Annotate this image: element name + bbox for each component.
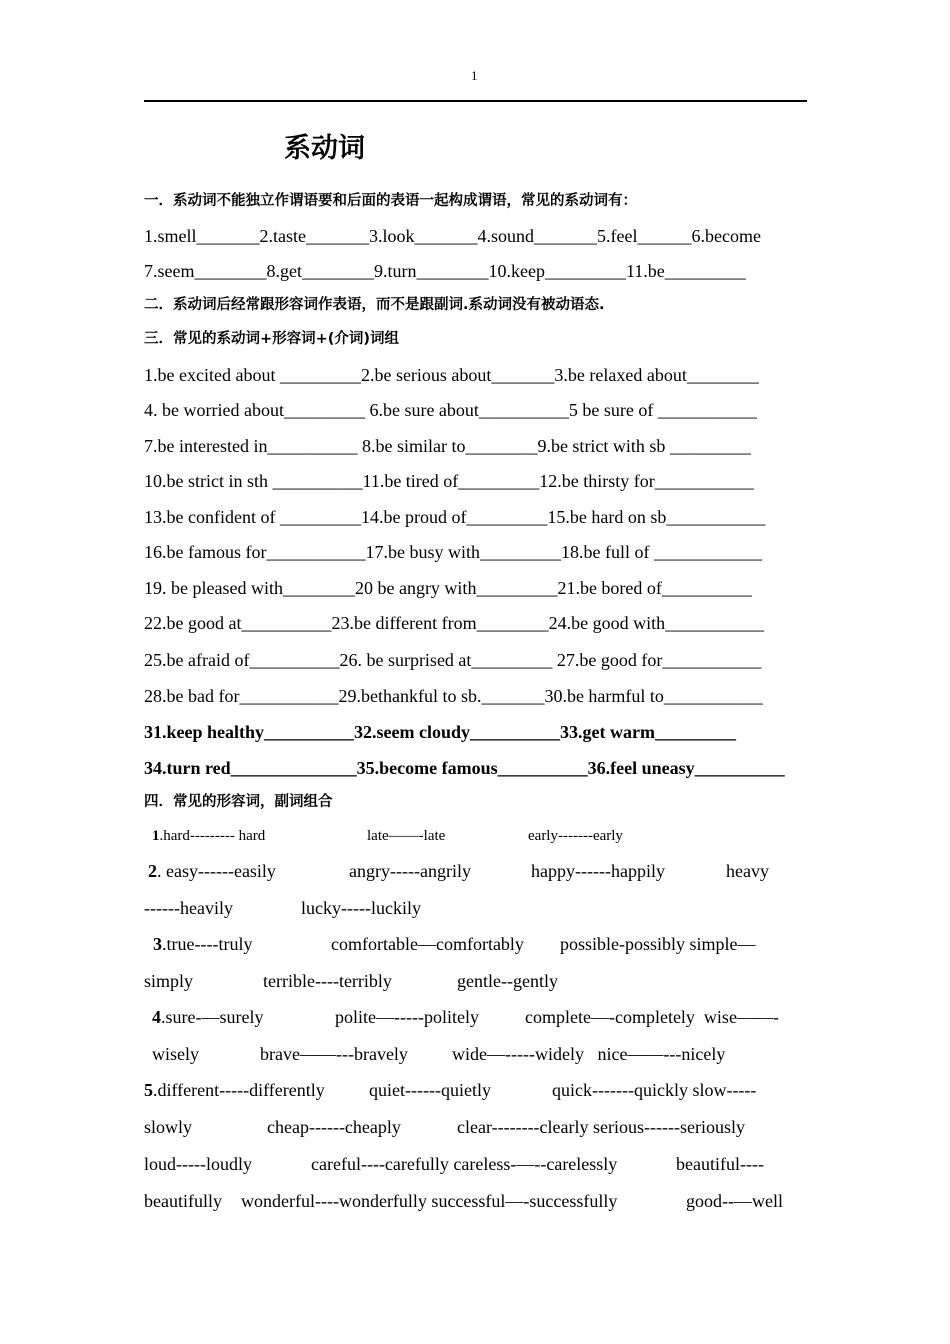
adj-adv-pair: angry-----angrily bbox=[349, 861, 471, 881]
phrase-line: 25.be afraid of__________26. be surprised at_________ 27.be good for___________ bbox=[144, 650, 762, 670]
adj-adv-pair: simply bbox=[144, 971, 194, 991]
linking-verbs-line-2: 7.seem________8.get________9.turn________10.keep_________11.be_________ bbox=[144, 261, 746, 281]
adj-adv-pair: brave——---bravely bbox=[260, 1044, 408, 1064]
adj-adv-pair: slowly bbox=[144, 1117, 193, 1137]
adj-adv-pair: careful----carefully careless-—--carelessly bbox=[311, 1154, 618, 1174]
adj-adv-pair: early-------early bbox=[528, 828, 623, 844]
bold-phrase-line: 34.turn red______________35.become famous__________36.feel uneasy__________ bbox=[144, 758, 785, 778]
adj-adv-pair: quiet------quietly bbox=[369, 1080, 491, 1100]
section-heading-4: 四．常见的形容词，副词组合 bbox=[144, 794, 333, 810]
linking-verbs-line-1: 1.smell_______2.taste_______3.look_______4.sound_______5.feel______6.become bbox=[144, 226, 761, 246]
phrase-line: 4. be worried about_________ 6.be sure about__________5 be sure of ___________ bbox=[144, 400, 757, 420]
adj-adv-pair: good--—well bbox=[686, 1191, 783, 1211]
adj-adv-pair: complete—-completely wise——- bbox=[525, 1007, 779, 1027]
adj-adv-group-2: 2. easy------easily bbox=[148, 861, 276, 881]
phrase-line: 13.be confident of _________14.be proud of_________15.be hard on sb___________ bbox=[144, 507, 766, 527]
adj-adv-group-4: 4.sure-—surely bbox=[152, 1007, 264, 1027]
adj-adv-pair: beautiful---- bbox=[676, 1154, 764, 1174]
adj-adv-pair: polite—-----politely bbox=[335, 1007, 479, 1027]
phrase-line: 22.be good at__________23.be different from________24.be good with___________ bbox=[144, 613, 765, 633]
adj-adv-pair: late——-late bbox=[367, 828, 446, 844]
adj-adv-pair: lucky-----luckily bbox=[301, 898, 421, 918]
adj-adv-pair: quick-------quickly slow----- bbox=[552, 1080, 757, 1100]
phrase-line: 16.be famous for___________17.be busy with_________18.be full of ____________ bbox=[144, 542, 762, 562]
section-heading-1: 一．系动词不能独立作谓语要和后面的表语一起构成谓语，常见的系动词有： bbox=[144, 193, 637, 209]
adj-adv-group-5: 5.different-----differently bbox=[144, 1080, 325, 1100]
phrase-line: 10.be strict in sth __________11.be tired of_________12.be thirsty for___________ bbox=[144, 471, 754, 491]
adj-adv-pair: wide—-----widely nice——---nicely bbox=[452, 1044, 726, 1064]
phrase-line: 1.be excited about _________2.be serious about_______3.be relaxed about________ bbox=[144, 365, 759, 385]
phrase-line: 19. be pleased with________20 be angry with_________21.be bored of__________ bbox=[144, 578, 752, 598]
adj-adv-pair: possible-possibly simple— bbox=[560, 934, 756, 954]
adj-adv-group-1: 1.hard--------- hard bbox=[152, 828, 266, 844]
adj-adv-pair: wonderful----wonderfully successful—-successfully bbox=[241, 1191, 618, 1211]
adj-adv-pair: terrible----terribly bbox=[263, 971, 392, 991]
page-title: 系动词 bbox=[284, 133, 365, 164]
phrase-line: 7.be interested in__________ 8.be similar to________9.be strict with sb _________ bbox=[144, 436, 751, 456]
header-rule bbox=[144, 100, 807, 102]
adj-adv-pair: ------heavily bbox=[144, 898, 233, 918]
adj-adv-pair: cheap------cheaply bbox=[267, 1117, 401, 1137]
adj-adv-pair: beautifully bbox=[144, 1191, 222, 1211]
adj-adv-pair: heavy bbox=[726, 861, 769, 881]
bold-phrase-line: 31.keep healthy__________32.seem cloudy__________33.get warm_________ bbox=[144, 722, 736, 742]
adj-adv-pair: comfortable—comfortably bbox=[331, 934, 524, 954]
adj-adv-pair: clear--------clearly serious------seriously bbox=[457, 1117, 745, 1137]
adj-adv-pair: loud-----loudly bbox=[144, 1154, 252, 1174]
adj-adv-group-3: 3.true----truly bbox=[153, 934, 253, 954]
adj-adv-pair: happy------happily bbox=[531, 861, 665, 881]
page-number: 1 bbox=[471, 68, 478, 83]
adj-adv-pair: wisely bbox=[152, 1044, 199, 1064]
adj-adv-pair: gentle--gently bbox=[457, 971, 558, 991]
phrase-line: 28.be bad for___________29.bethankful to sb._______30.be harmful to___________ bbox=[144, 686, 763, 706]
section-heading-2: 二．系动词后经常跟形容词作表语，而不是跟副词.系动词没有被动语态. bbox=[144, 297, 605, 313]
section-heading-3: 三．常见的系动词+形容词+(介词)词组 bbox=[144, 331, 400, 347]
